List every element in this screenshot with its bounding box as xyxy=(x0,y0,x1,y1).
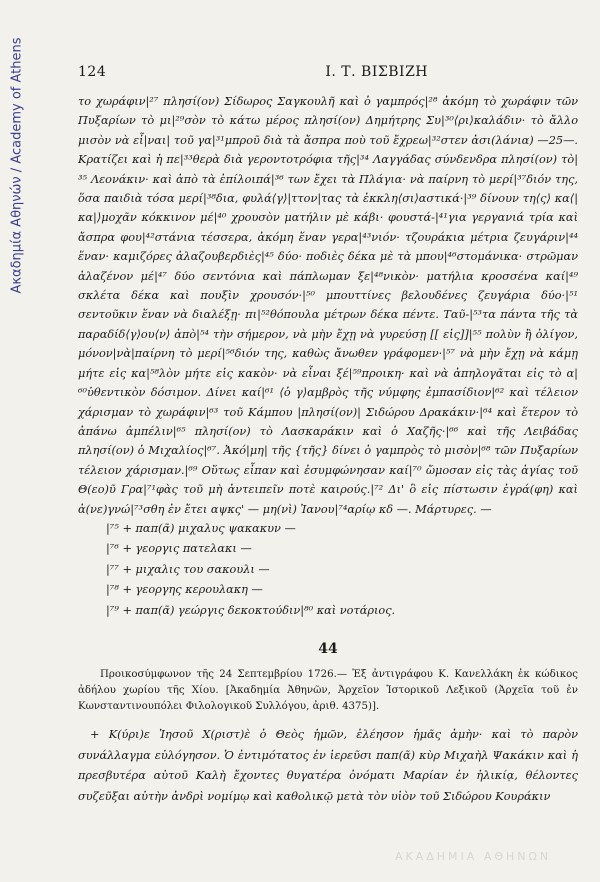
signature-line: |⁷⁹ + παπ(ᾶ) γεώργις δεκοκτούδιν|⁸⁰ καὶ νοτάριος. xyxy=(106,603,396,617)
book-page xyxy=(78,64,578,807)
signature-line: |⁷⁸ + γεοργης κερουλακη — xyxy=(106,583,263,597)
running-head-author: Ι. Τ. ΒΙΣΒΙΖΗ xyxy=(325,64,428,80)
signature-line: |⁷⁷ + μιχαλις του σακουλι — xyxy=(106,562,270,576)
paragraph-continuation: το χωράφιν|²⁷ πλησί(ον) Σίδωρος Σαγκουλῆ καὶ ὁ γαμπρός|²⁸ ἀκόμη τὸ χωράφιν τῶν Πυξαρίων τὸ μι|²⁹σὸν τὸ κάτω μέρος πλησί(ον) Δημήτρης Συ|³⁰⟨ρι⟩καλάδιν· τὸ ἄλλο μισὸν νὰ εἶ|ναι| τοῦ γα|³¹μπροῦ διὰ τὰ ἄσπρα ποὺ τοῦ ἔχρεω|³²στεν ἀσι(λάνια) —25—. Κρατίζει καὶ ἡ πε|³³θερὰ διὰ γεροντοτρόφια τῆς|³⁴ Λαγγάδας σύνδενδρα πλησί(ον) τὸ|³⁵ Λεονάκιν· καὶ ἀπὸ τὰ ἐπίλοιπά|³⁶ των ἔχει τὰ Πλάγια· νὰ παίρνη τὸ μερί|³⁷διόν της, ὅσα παιδιὰ τόσα μερί|³⁸δια, φυλά⟨γ⟩|ττον|τας τὰ ἐκκλη⟨σι⟩αστικά·|³⁹ δίνουν τη⟨ς⟩ κα⟨|κα|⟩μοχᾶν κόκκινον μέ|⁴⁰ χρουσὸν ματήλιν μὲ κάβι· φουστά-|⁴¹για γεργανιά τρία καὶ ἄσπρα φου|⁴²στάνια τέσσερα, ἀκόμη ἕναν γερα|⁴³νιόν· τζουράκια μέτρια ζευγάριν|⁴⁴ ἕναν· καμιζόρες ἀλαζουβερδιὲς|⁴⁵ δύο· ποδιὲς δέκα μὲ τὰ μπου|⁴⁶στομάνικα· στρῶμαν ἀλαζένον μέ|⁴⁷ δύο σεντόνια καὶ πάπλωμαν ξε|⁴⁸νικὸν· ματήλια κροσσένα καί|⁴⁹ σκλέτα δέκα καὶ πουξὶν χρουσόν·|⁵⁰ μπουττίνες βελουδένες ζευγάρια δύο·|⁵¹ σεντοῦκιν ἕναν νὰ διαλέξῃ· πι|⁵²θόπουλα μέτρων δέκα πέντε. Ταῦ-|⁵³τα πάντα τῆς τὰ παραδίδ⟨γ⟩ου⟨ν⟩ ἀπὸ|⁵⁴ τὴν σήμερον, νὰ μὴν ἔχῃ νὰ γυρεύσῃ [[ εἰς]]|⁵⁵ πολὺν ἢ ὀλίγον, μόνον|νὰ|παίρνη τὸ μερί|⁵⁶διόν της, καθὼς ἄνωθεν γράφομεν·|⁵⁷ νὰ μὴν ἔχῃ νὰ κάμῃ μήτε εἰς κα|⁵⁸λὸν μήτε εἰς κακὸν· νὰ εἶναι ξέ|⁵⁹προικη· καὶ νὰ ἀπηλογᾶται εἰς τὸ α|⁶⁰ὐθεντικὸν δόσιμον. Δίνει καί|⁶¹ ⟨ὁ γ⟩αμβρὸς τῆς νύμφης ἐμπασίδιον|⁶² καὶ τέλειον χάρισμαν τὸ χωράφιν|⁶³ τοῦ Κάμπου |πλησί(ον)| Σιδώρου Δρακάκιν·|⁶⁴ καὶ ἕτερον τὸ ἀπάνω ἀμπέλιν|⁶⁵ πλησί(ον) τὸ Λασκαράκιν καὶ ὁ Χαζῆς·|⁶⁶ καὶ τῆς Λειβάδας πλησί(ον) ὁ Μιχαλίος|⁶⁷. Ἀκό|μη| τῆς {τῆς} δίνει ὁ γαμπρὸς τὸ μισὸν|⁶⁸ τῶν Πυξαρίων τέλειον χάρισμαν.|⁶⁹ Οὕτως εἶπαν καὶ ἐσυμφώνησαν καί|⁷⁰ ὤμοσαν εἰς τὰς ἁγίας τοῦ Θ(εο)ῦ Γρα|⁷¹φὰς τοῦ μὴ ἀντειπεῖν ποτὲ καιρούς.|⁷² Δι' ὃ εἰς πίστωσιν ἐγρά(φη) καὶ ἀ(νε)γνώ|⁷³σθη ἐν ἔτει αψκς' — μη(νὶ) Ἰανου|⁷⁴αρίῳ κδ —. Μάρτυρες. — xyxy=(78,95,578,516)
running-head xyxy=(78,64,578,80)
witness-signatures xyxy=(106,519,578,622)
document-body-start: + Κ(ύρι)ε Ἰησοῦ Χ(ριστ)ὲ ὁ Θεὸς ἡμῶν, ἐλέησον ἡμᾶς ἀμὴν· καὶ τὸ παρὸν συνάλλαγμα εὐλόγησον. Ὁ ἐντιμότατος ἐν ἱερεῦσι παπ(ᾶ) κὺρ Μιχαὴλ Ψακάκιν καὶ ἡ πρεσβυτέρα αὐτοῦ Καλὴ ἔχοντες θυγατέρα ὀνόματι Μαρίαν ἐν ἡλικίᾳ, θέλοντες συζεῦξαι αὐτὴν ἀνδρὶ νομίμῳ καὶ καθολικῷ μετὰ τὸν υἱὸν τοῦ Σιδώρου Κουράκιν xyxy=(78,728,578,803)
side-label-text: Ακαδημία Αθηνών / Academy of Athens xyxy=(9,36,25,294)
signature-line: |⁷⁵ + παπ(ᾶ) μιχαλυς ψακακυν — xyxy=(106,521,296,535)
page-number: 124 xyxy=(78,64,107,80)
document-continuation xyxy=(78,92,578,519)
document-header-note: Προικοσύμφωνον τῆς 24 Σεπτεμβρίου 1726.— Ἐξ ἀντιγράφου Κ. Κανελλάκη ἐκ κώδικος ἀδήλου χωρίου τῆς Χίου. [Ἀκαδημία Ἀθηνῶν, Ἀρχεῖον Ἱστορικοῦ Λεξικοῦ (Ἀρχεῖα τοῦ ἐν Κωνσταντινουπόλει Φιλολογικοῦ Συλλόγου, ἀριθ. 4375)]. xyxy=(78,669,578,713)
academy-watermark: ΑΚΑΔΗΜΙΑ ΑΘΗΝΩΝ xyxy=(395,850,552,863)
document-number: 44 xyxy=(318,641,338,658)
archive-side-label xyxy=(6,10,28,320)
signature-line: |⁷⁶ + γεοργις πατελακι — xyxy=(106,542,252,556)
